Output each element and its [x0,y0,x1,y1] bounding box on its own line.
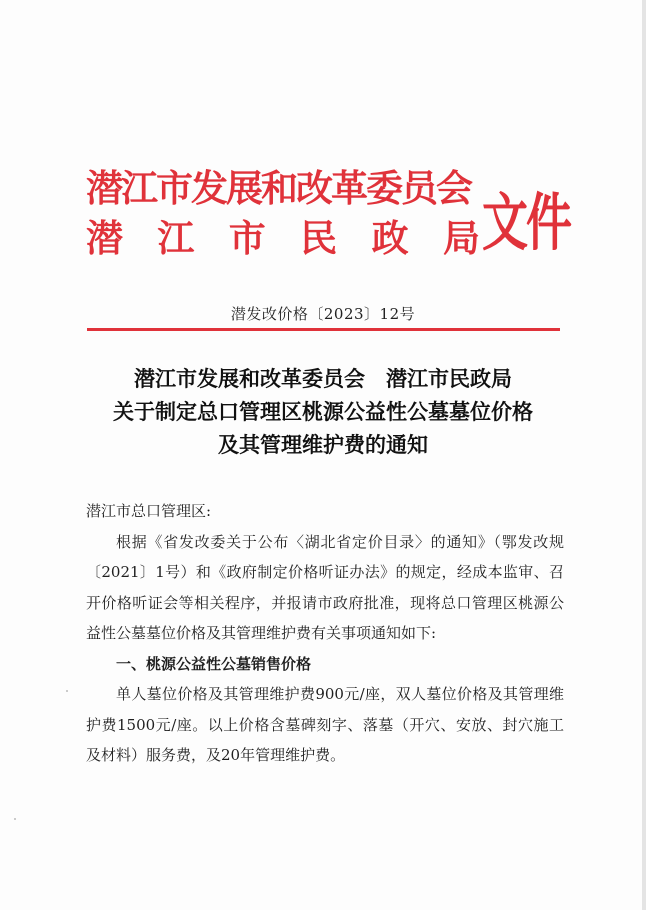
paragraph-basis: 根据《省发改委关于公布〈湖北省定价目录〉的通知》（鄂发改规〔2021〕1号）和《政府制定价格听证办法》的规定，经成本监审、召开价格听证会等相关程序，并报请市政府批准，现将总口管理区桃源公益性公墓墓位价格及其管理维护费有关事项通知如下: [86,532,564,642]
issuer-name-development-reform: 潜江市发展和改革委员会 [86,166,471,210]
issuer-char: 江 [157,216,195,260]
issuer-header [86,158,570,268]
scan-speck [66,690,68,692]
salutation: 潜江市总口管理区: [86,502,212,520]
issuer-char: 潜 [86,216,123,260]
title-line-2: 关于制定总口管理区桃源公益性公墓墓位价格 [113,399,533,424]
issuer-char: 民 [300,216,338,260]
document-type-label: 文件 [482,186,570,260]
section-heading-1: 一、桃源公益性公墓销售价格 [116,654,312,673]
document-title [0,362,646,461]
title-line-3: 及其管理维护费的通知 [218,432,428,457]
scan-speck [14,818,16,820]
document-body [86,496,564,771]
title-line-1: 潜江市发展和改革委员会 潜江市民政局 [134,366,512,391]
document-number: 潜发改价格〔2023〕12号 [230,305,416,323]
issuer-char: 政 [371,216,409,260]
issuer-name-civil-affairs [86,208,480,262]
issuer-char: 市 [228,216,266,260]
paragraph-pricing: 单人墓位价格及其管理维护费900元/座，双人墓位价格及其管理维护费1500元/座。以上价格含墓碑刻字、落墓（开穴、安放、封穴施工及材料）服务费，及20年管理维护费。 [86,685,564,764]
red-divider [87,328,560,331]
issuer-char: 局 [442,216,480,260]
